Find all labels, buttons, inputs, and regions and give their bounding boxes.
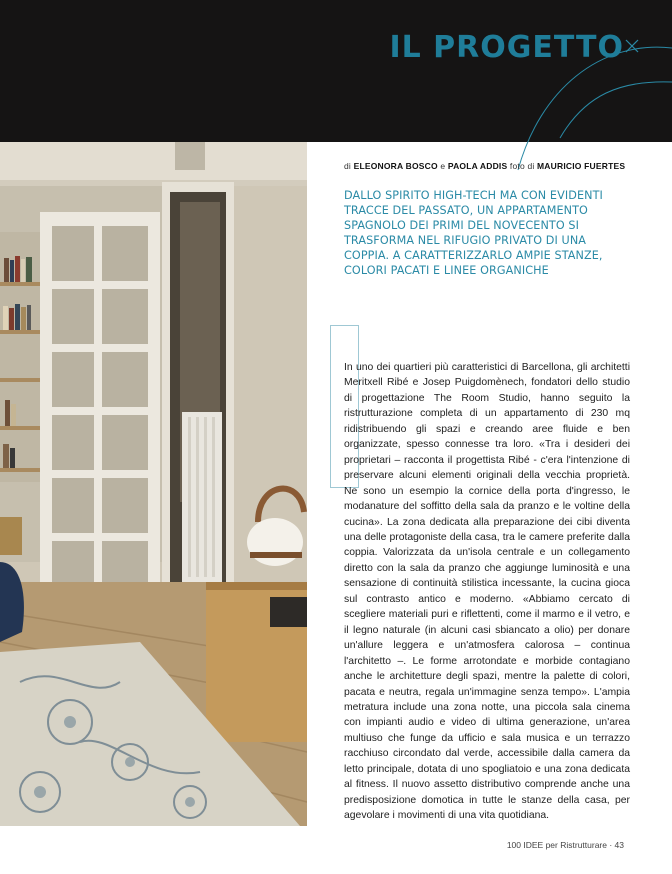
interior-photo (0, 142, 307, 826)
section-title: IL PROGETTO (389, 30, 624, 65)
author-name: ELEONORA BOSCO (353, 161, 438, 171)
credits-prefix: di (344, 161, 352, 171)
lede-paragraph: DALLO SPIRITO HIGH-TECH MA CON EVIDENTI TRACCE DEL PASSATO, UN APPARTAMENTO SPAGNOLO DEI PRIMI DEL NOVECENTO SI TRASFORMA NEL RIFUGIO PRIVATO DI UNA COPPIA. A CARATTERIZZARLO AMPIE STANZE, COLORI PACATI E LINEE ORGANICHE (344, 189, 603, 277)
header-band (0, 0, 672, 142)
photographer-name: MAURICIO FUERTES (537, 161, 626, 171)
credits-conjunction: e (440, 161, 446, 171)
credits-line (344, 161, 644, 171)
article-body: In uno dei quartieri più caratteristici di Barcellona, gli architetti Meritxell Ribé e Josep Puigdomènech, fondatori dello studio di progettazione The Room Studio, hanno seguito la ristrutturazione completa di un appartamento di 230 mq ridistribuendo gli spazi e creando aree fluide e ben organizzate, spesso connesse tra loro. «Tra i desideri dei proprietari – racconta il progettista Ribé - c'era l'intenzione di preservare alcuni elementi originali della vecchia proprietà. Ne sono un esempio la cornice della porta d'ingresso, le modanature del soffitto della sala da pranzo e le voltine della cucina». La zona dedicata alla preparazione dei cibi diventa una delle protagoniste della casa, tra le camere preferite dalla coppia. Valorizzata da un'isola centrale e un collegamento diretto con la sala da pranzo che aggiunge luminosità e una sensazione di continuità stilistica incessante, la cucina gioca sul contrasto antico e moderno. «Abbiamo cercato di scegliere materiali puri e riflettenti, come il marmo e il vetro, e il legno naturale (in alcuni casi sbiancato a olio) per donare un'allure leggera e un'atmosfera calorosa – continua l'architetto –. Le forme arrotondate e morbide contagiano anche le architetture degli spazi, mentre la palette di colori, pacata e neutra, regala un'immagine senza tempo». L'ampia metratura include una zona notte, una piccola sala cinema con impianti audio e video di ultima generazione, un'area multiuso che funge da ufficio e sala musica e un terrazzo racchiuso circondato dal verde, accessibile dalla camera da letto principale, dotata di uno spogliatoio e una zona dedicata al fitness. Il nuovo assetto distributivo comprende anche una predisposizione domotica in tutte le stanze della casa, per agevolare i movimenti di una vita quotidiana. (344, 362, 630, 822)
page-folio: 100 IDEE per Ristrutturare · 43 (506, 840, 624, 850)
author-name: PAOLA ADDIS (447, 161, 508, 171)
photo-prefix: foto di (509, 161, 535, 171)
